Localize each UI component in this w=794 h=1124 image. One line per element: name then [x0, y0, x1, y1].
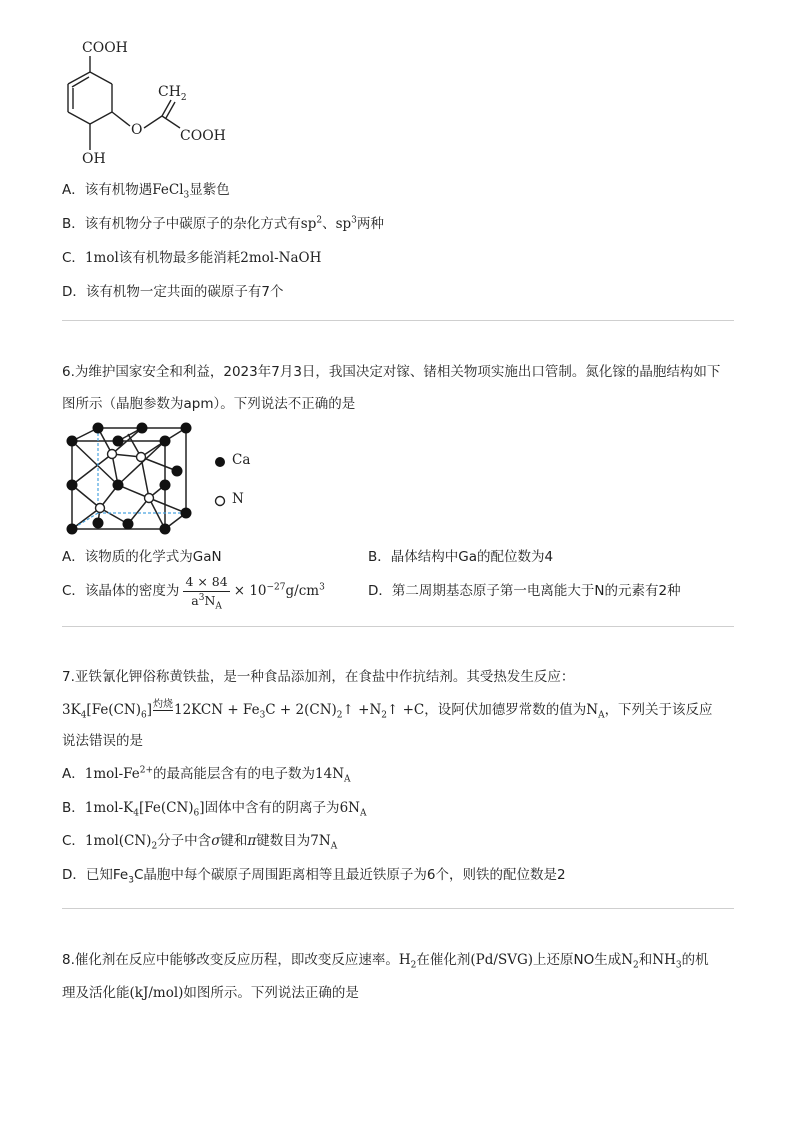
- fraction-denominator: $a^3N_A$: [191, 592, 222, 611]
- pi-symbol: π: [247, 833, 257, 849]
- option-text: 晶体结构中Ga的配位数为4: [390, 549, 554, 565]
- catalyst: (Pd/SVG): [470, 952, 533, 968]
- option-label: A．: [62, 549, 85, 565]
- option-label: C．: [62, 833, 85, 849]
- option-label: A．: [62, 182, 85, 198]
- formula: ]: [199, 800, 205, 816]
- molecule-structure: [60, 36, 250, 176]
- option-text: 固体中含有的阴离子为: [204, 800, 340, 816]
- unit-cell-svg: [62, 420, 202, 538]
- option-label: A．: [62, 766, 85, 782]
- q6-option-a[interactable]: [62, 547, 222, 567]
- option-text: 分子中含: [157, 833, 212, 849]
- option-label: C．: [62, 250, 85, 266]
- stem-text: ，设阿伏加德罗常数的值为: [424, 702, 587, 718]
- stem-text: 上还原NO生成: [533, 952, 622, 968]
- q5-option-a[interactable]: [62, 180, 230, 200]
- eq-term: ↑ +C: [387, 702, 425, 718]
- question-divider: [62, 626, 734, 627]
- option-text: 键和: [220, 833, 248, 849]
- option-text: 键数目为: [256, 833, 311, 849]
- option-label: D．: [368, 583, 392, 599]
- option-text: 两种: [356, 216, 384, 232]
- option-text: C晶胞中每个碳原子周围距离相等且最近铁原子为6个，则铁的配位数是2: [133, 867, 566, 883]
- option-text: 已知Fe: [85, 867, 129, 883]
- eq-term: N: [586, 702, 599, 718]
- separator: 、: [322, 216, 336, 232]
- eq-sub: 2: [336, 710, 343, 721]
- stem-text: 在催化剂: [416, 952, 471, 968]
- cooh-right-label: COOH: [180, 128, 226, 144]
- option-text: 该物质的化学式为GaN: [84, 549, 222, 565]
- q6-stem-line1: 6.为维护国家安全和利益，2023年7月3日，我国决定对镓、锗相关物项实施出口管制。氮化镓的晶胞结构如下: [62, 364, 721, 380]
- oh-label: OH: [82, 151, 106, 167]
- hybrid-sp3: sp: [335, 216, 352, 232]
- eq-term: ↑ +N: [342, 702, 382, 718]
- q6-option-c[interactable]: [62, 572, 325, 610]
- ch2-label: CH: [158, 84, 181, 100]
- option-text: 该有机物分子中碳原子的杂化方式有: [84, 216, 301, 232]
- formula-sub: 4: [133, 808, 139, 819]
- q7-stem-line1: 7.亚铁氰化钾俗称黄铁盐，是一种食品添加剂，在食盐中作抗结剂。其受热发生反应：: [62, 669, 575, 685]
- q5-option-b[interactable]: [62, 214, 384, 234]
- formula: NH: [652, 952, 676, 968]
- option-label: B．: [62, 216, 85, 232]
- unit: (kJ/mol): [129, 985, 184, 1001]
- ether-oxygen-label: O: [131, 122, 143, 138]
- q6-option-b[interactable]: [368, 547, 553, 567]
- fraction-numerator: 4 × 84: [183, 574, 229, 592]
- option-text: 该晶体的密度为: [84, 583, 180, 599]
- eq-term: C + 2(CN): [265, 702, 337, 718]
- stem-text: 和: [638, 952, 653, 968]
- option-label: D．: [62, 284, 86, 300]
- option-label: B．: [368, 549, 391, 565]
- eq-sub: 2: [381, 710, 387, 721]
- eq-sub: A: [598, 710, 605, 721]
- eq-sub: 6: [140, 710, 147, 721]
- unit-exponent: 3: [319, 582, 325, 593]
- question-divider: [62, 320, 734, 321]
- legend-ca-label: Ca: [232, 452, 251, 468]
- unit: g/cm: [285, 583, 320, 599]
- reaction-condition: 灼烧: [153, 699, 173, 710]
- cooh-top-label: COOH: [82, 40, 128, 56]
- formula: [Fe(CN): [138, 800, 194, 816]
- exponent: −27: [266, 582, 286, 593]
- value-sub: A: [330, 841, 338, 852]
- formula: H: [398, 952, 411, 968]
- crystal-cell-diagram: [62, 420, 202, 538]
- q6-option-d[interactable]: [368, 581, 681, 601]
- quantity: 1mol-K: [84, 800, 134, 816]
- question-divider: [62, 908, 734, 909]
- formula-sub: 3: [128, 875, 134, 886]
- q5-option-c[interactable]: [62, 248, 321, 268]
- option-label: B．: [62, 800, 85, 816]
- hybrid-sup: 3: [351, 215, 357, 226]
- formula-sub: 3: [675, 960, 682, 971]
- q7-equation-line: [62, 700, 713, 720]
- legend-n-label: N: [232, 491, 244, 507]
- option-text: 该有机物一定共面的碳原子有7个: [85, 284, 284, 300]
- quantity: 2mol-NaOH: [240, 250, 322, 266]
- eq-term: 3K: [62, 702, 81, 718]
- eq-sub: 4: [80, 710, 87, 721]
- option-text: 该有机物最多能消耗: [118, 250, 241, 266]
- eq-term: 12KCN + Fe: [174, 702, 260, 718]
- formula-sub: 2: [410, 960, 417, 971]
- stem-text: 理及活化能: [62, 985, 130, 1001]
- formula-sub: 2: [633, 960, 639, 971]
- eq-term: ]: [146, 702, 152, 718]
- q5-option-d[interactable]: [62, 282, 284, 302]
- formula: N: [621, 952, 634, 968]
- value: 7N: [310, 833, 331, 849]
- ch2-subscript: 2: [180, 92, 187, 103]
- q7-option-b[interactable]: [62, 798, 366, 818]
- option-text: 显紫色: [189, 182, 230, 198]
- option-text: 该有机物遇: [84, 182, 153, 198]
- q8-stem-line2: [62, 983, 359, 1003]
- q6-stem-line2: 图所示（晶胞参数为apm）。下列说法不正确的是: [62, 396, 356, 412]
- formula-sub: 6: [193, 808, 200, 819]
- charge: 2+: [139, 765, 154, 776]
- multiplier: × 10: [233, 583, 267, 599]
- density-fraction: [183, 574, 229, 609]
- option-label: C．: [62, 583, 85, 599]
- legend-n-marker: [213, 494, 227, 508]
- sigma-symbol: σ: [211, 833, 221, 849]
- eq-term: [Fe(CN): [86, 702, 141, 718]
- q7-option-d[interactable]: [62, 865, 566, 885]
- option-label: D．: [62, 867, 86, 883]
- q7-stem-line3: 说法错误的是: [62, 733, 143, 749]
- legend-ca-marker: [213, 455, 227, 469]
- stem-text: 的机: [681, 952, 709, 968]
- hybrid-sup: 2: [316, 215, 323, 226]
- formula: FeCl: [152, 182, 184, 198]
- stem-text: ，下列关于该反应: [604, 702, 713, 718]
- q7-option-a[interactable]: [62, 764, 351, 784]
- formula-sub: 2: [151, 841, 158, 852]
- formula-subscript: 3: [183, 190, 190, 201]
- quantity: 1mol-Fe: [84, 766, 140, 782]
- hybrid-sp2: sp: [300, 216, 317, 232]
- quantity: 1mol(CN): [84, 833, 152, 849]
- value: 6N: [339, 800, 360, 816]
- quantity: 1mol: [84, 250, 119, 266]
- value-sub: A: [344, 774, 351, 785]
- stem-text: 如图所示。下列说法正确的是: [183, 985, 359, 1001]
- q7-option-c[interactable]: [62, 831, 337, 851]
- value: 14N: [315, 766, 345, 782]
- option-text: 的最高能层含有的电子数为: [153, 766, 316, 782]
- q8-stem-line1: [62, 950, 709, 970]
- value-sub: A: [359, 808, 367, 819]
- stem-text: 8.催化剂在反应中能够改变反应历程，即改变反应速率。: [62, 952, 399, 968]
- eq-sub: 3: [259, 710, 266, 721]
- option-text: 第二周期基态原子第一电离能大于N的元素有2种: [391, 583, 681, 599]
